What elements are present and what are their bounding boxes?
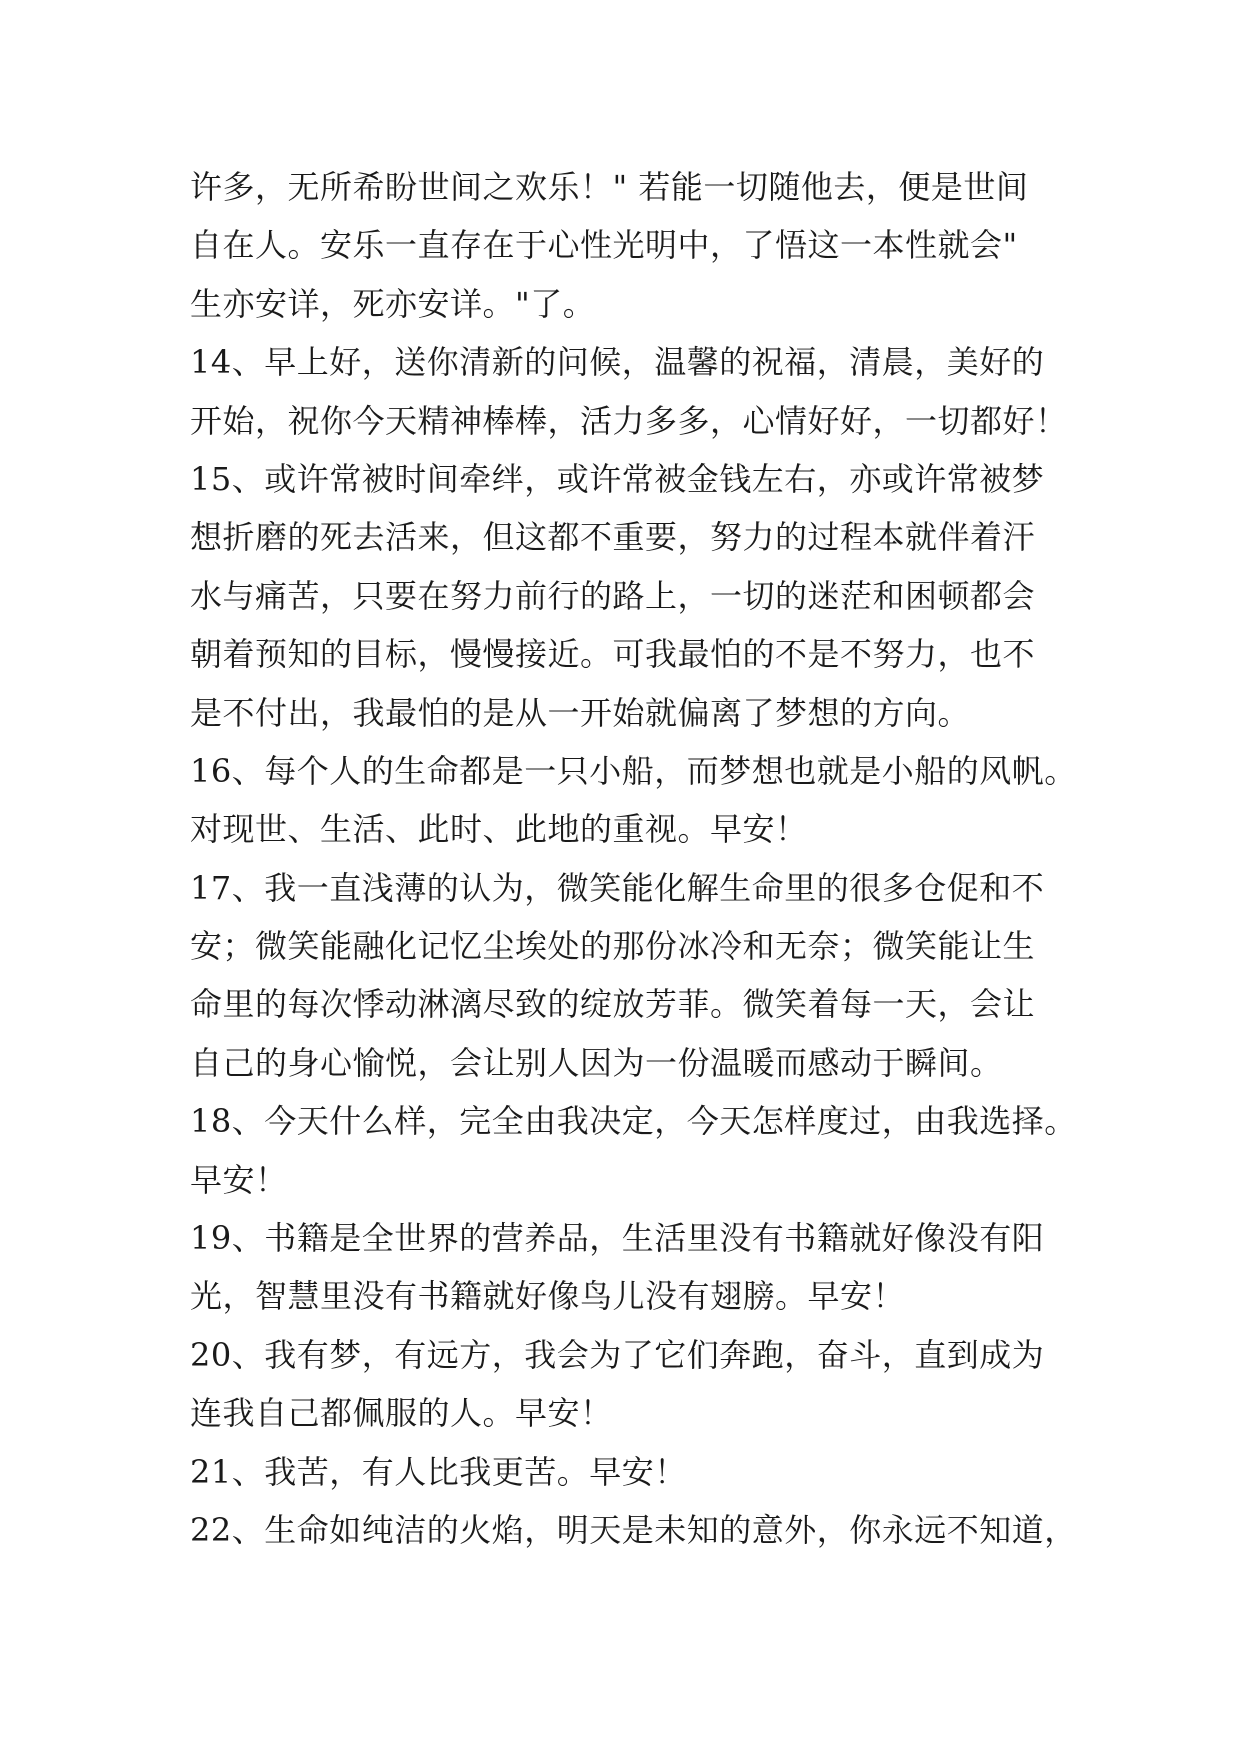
text-line: 光，智慧里没有书籍就好像鸟儿没有翅膀。早安！ xyxy=(190,1277,906,1316)
body-text xyxy=(190,158,1077,1559)
text-line: 21、我苦，有人比我更苦。早安！ xyxy=(190,1452,687,1491)
text-line: 18、今天什么样，完全由我决定，今天怎样度过，由我选择。 xyxy=(190,1102,1077,1141)
text-line: 对现世、生活、此时、此地的重视。早安！ xyxy=(190,810,808,849)
text-line: 命里的每次悸动淋漓尽致的绽放芳菲。微笑着每一天，会让 xyxy=(190,985,1036,1024)
text-line: 自在人。安乐一直存在于心性光明中，了悟这一本性就会" xyxy=(190,226,1018,265)
text-line: 自己的身心愉悦，会让别人因为一份温暖而感动于瞬间。 xyxy=(190,1043,1003,1082)
text-line: 是不付出，我最怕的是从一开始就偏离了梦想的方向。 xyxy=(190,693,971,732)
text-line: 想折磨的死去活来，但这都不重要，努力的过程本就伴着汗 xyxy=(190,518,1036,557)
text-line: 14、早上好，送你清新的问候，温馨的祝福，清晨，美好的 xyxy=(190,343,1045,382)
text-line: 生亦安详，死亦安详。"了。 xyxy=(190,284,596,323)
text-line: 连我自己都佩服的人。早安！ xyxy=(190,1394,613,1433)
text-line: 安；微笑能融化记忆尘埃处的那份冰冷和无奈；微笑能让生 xyxy=(190,927,1036,966)
text-line: 19、书籍是全世界的营养品，生活里没有书籍就好像没有阳 xyxy=(190,1219,1045,1258)
text-line: 开始，祝你今天精神棒棒，活力多多，心情好好，一切都好！ xyxy=(190,401,1068,440)
text-line: 水与痛苦，只要在努力前行的路上，一切的迷茫和困顿都会 xyxy=(190,576,1036,615)
text-line: 朝着预知的目标，慢慢接近。可我最怕的不是不努力，也不 xyxy=(190,635,1036,674)
text-line: 22、生命如纯洁的火焰，明天是未知的意外，你永远不知道， xyxy=(190,1510,1077,1549)
text-line: 16、每个人的生命都是一只小船，而梦想也就是小船的风帆。 xyxy=(190,751,1077,790)
text-line: 17、我一直浅薄的认为，微笑能化解生命里的很多仓促和不 xyxy=(190,868,1045,907)
text-line: 许多，无所希盼世间之欢乐！" 若能一切随他去，便是世间 xyxy=(190,168,1029,206)
text-line: 早安！ xyxy=(190,1160,288,1199)
text-line: 15、或许常被时间牵绊，或许常被金钱左右，亦或许常被梦 xyxy=(190,459,1045,498)
text-line: 20、我有梦，有远方，我会为了它们奔跑，奋斗，直到成为 xyxy=(190,1335,1045,1374)
